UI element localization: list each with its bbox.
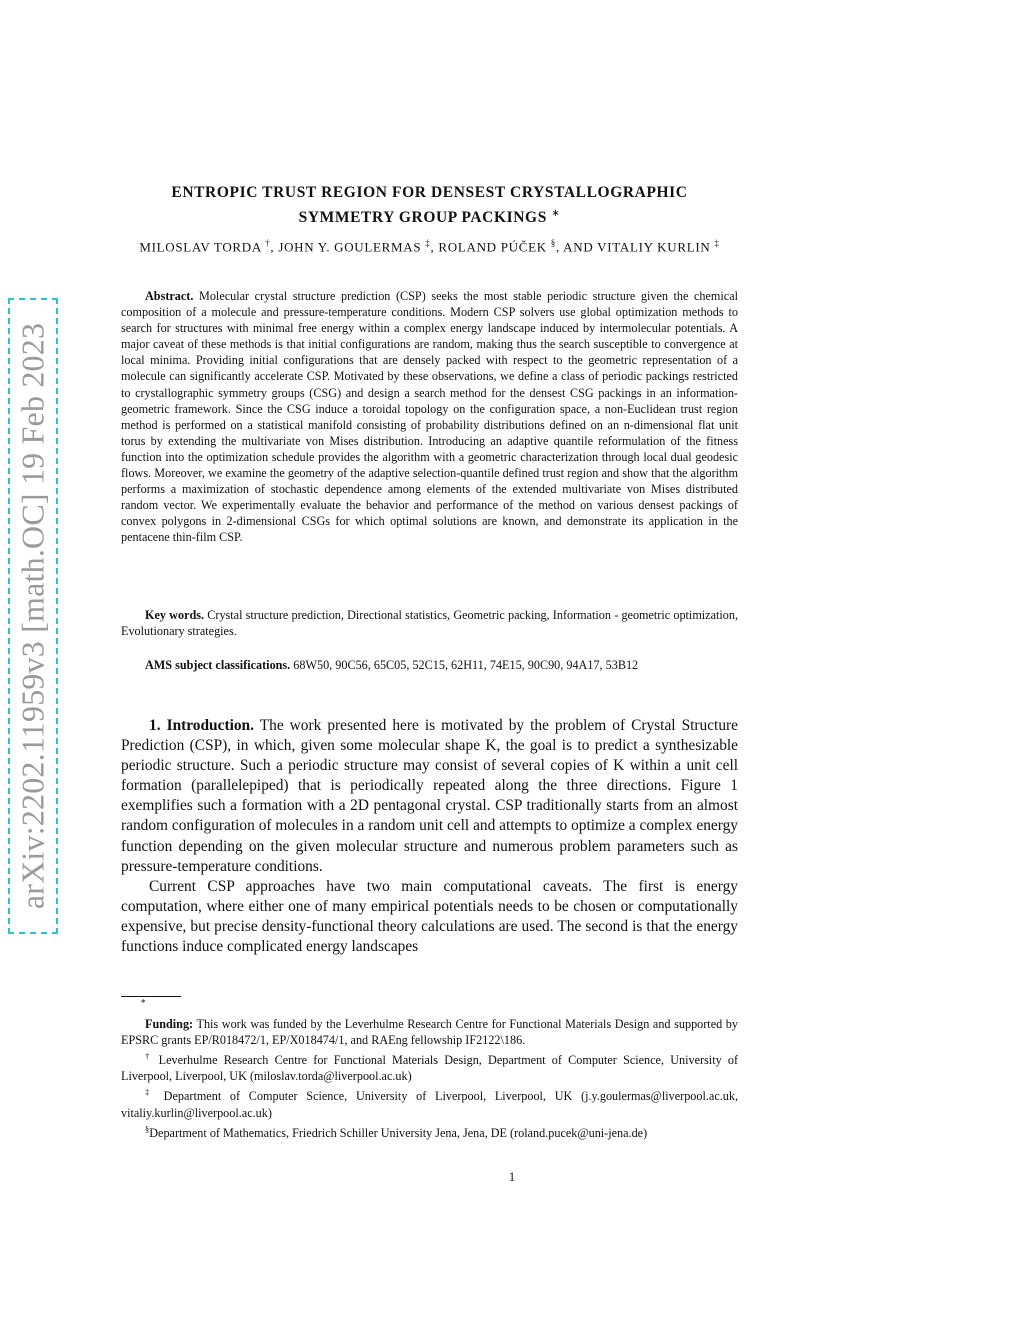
author-conjunction: AND [563, 239, 594, 255]
funding-text: This work was funded by the Leverhulme Research Centre for Functional Materials Design and supported by EPSRC grants EP/R018472/1, EP/X018474/1, and RAEng fellowship IF2122\186. [121, 1017, 738, 1048]
author-name: JOHN Y. GOULERMAS [278, 239, 422, 255]
keywords-label: Key words. [145, 608, 205, 622]
abstract-label: Abstract. [145, 289, 194, 303]
author-name: VITALIY KURLIN [597, 239, 711, 255]
keywords [121, 607, 738, 639]
author-affiliation-mark: ‡ [425, 238, 431, 248]
funding-label: Funding: [145, 1017, 194, 1031]
paper-title-text: ENTROPIC TRUST REGION FOR DENSEST CRYSTALLOGRAPHIC SYMMETRY GROUP PACKINGS [171, 184, 688, 227]
footnote-affiliation [121, 1048, 738, 1084]
author-affiliation-mark: ‡ [714, 238, 720, 248]
author-name: MILOSLAV TORDA [139, 239, 262, 255]
footnote-funding [121, 1016, 738, 1048]
introduction-paragraph [121, 877, 738, 957]
keywords-text: Crystal structure prediction, Directional statistics, Geometric packing, Information - geometric optimization, Evolutionary strategies. [121, 608, 739, 639]
paragraph-text: The work presented here is motivated by the problem of Crystal Structure Prediction (CSP), in which, given some molecular shape K, the goal is to predict a synthesizable periodic structure. Such a periodic structure may consist of several copies of K within a unit cell formation (parallelepiped) that is periodically repeated along the three directions. Figure 1 exemplifies such a formation with a 2D pentagonal crystal. CSP traditionally starts from an almost random configuration of molecules in a random unit cell and attempts to optimize a complex energy function depending on the given molecular structure and numerous problem parameters such as pressure-temperature conditions. [121, 717, 738, 875]
footnote-star-mark: ∗ [140, 997, 147, 1007]
abstract-text: Molecular crystal structure prediction (CSP) seeks the most stable periodic structure given the chemical composition of a molecule and pressure-temperature conditions. Modern CSP solvers use global optimization methods to search for structures with minimal free energy within a complex energy landscape induced by intermolecular potentials. A major caveat of these methods is that initial configurations are random, making thus the search susceptible to convergence at local minima. Providing initial configurations that are densely packed with respect to the geometric representation of a molecule can significantly accelerate CSP. Motivated by these observations, we define a class of periodic packings restricted to crystallographic symmetry groups (CSG) and design a search method for the densest CSG packings in an information-geometric framework. Since the CSG induce a toroidal topology on the configuration space, a non-Euclidean trust region method is performed on a statistical manifold consisting of probability distributions defined on an n-dimensional flat unit torus by extending the multivariate von Mises distribution. Introducing an adaptive quantile reformulation of the fitness function into the optimization schedule provides the algorithm with a geometric characterization through local dual geodesic flows. Moreover, we examine the geometry of the adaptive selection-quantile defined trust region and show that the algorithm performs a maximization of stochastic dependence among elements of the extended multivariate von Mises distributed random vector. We experimentally evaluate the behavior and performance of the method on various densest packings of convex polygons in 2-dimensional CSGs for which optimal solutions are known, and demonstrate its application in the pentacene thin-film CSP. [121, 289, 739, 545]
title-footnote-mark: ∗ [551, 208, 561, 219]
section-number: 1. [149, 717, 161, 734]
footnote-mark: § [145, 1123, 150, 1134]
footnote-text: Department of Mathematics, Friedrich Schiller University Jena, Jena, DE (roland.pucek@uni-jena.de) [149, 1125, 648, 1140]
footnote-affiliation [121, 1121, 738, 1141]
paper-title [121, 182, 738, 228]
abstract [121, 288, 738, 546]
footnote-text: Leverhulme Research Centre for Functional Materials Design, Department of Computer Science, University of Liverpool, Liverpool, UK (miloslav.torda@liverpool.ac.uk) [121, 1053, 739, 1084]
page-number: 1 [508, 1170, 516, 1184]
ams-text: 68W50, 90C56, 65C05, 52C15, 62H11, 74E15, 90C90, 94A17, 53B12 [293, 658, 639, 672]
arxiv-stamp [8, 298, 58, 934]
introduction-section [121, 716, 738, 957]
arxiv-identifier: arXiv:2202.11959v3 [math.OC] 19 Feb 2023 [14, 322, 51, 910]
ams-classifications [121, 657, 738, 673]
footnote-mark: ‡ [145, 1087, 155, 1098]
author-affiliation-mark: † [265, 238, 271, 248]
author-list: MILOSLAV TORDA †, JOHN Y. GOULERMAS ‡, ROLAND PÚČEK §, AND VITALIY KURLIN ‡ [139, 238, 720, 255]
introduction-paragraph [121, 716, 738, 877]
author-name: ROLAND PÚČEK [438, 239, 547, 255]
footnote-affiliation [121, 1084, 738, 1120]
footnotes [121, 1016, 738, 1141]
footnote-mark: † [145, 1051, 153, 1062]
footnote-text: Department of Computer Science, University of Liverpool, Liverpool, UK (j.y.goulermas@liverpool.ac.uk, vitaliy.kurlin@liverpool.ac.uk) [121, 1089, 739, 1120]
author-affiliation-mark: § [550, 238, 556, 248]
ams-label: AMS subject classifications. [145, 658, 291, 672]
section-heading: Introduction. [166, 717, 254, 734]
footnote-rule [121, 996, 181, 997]
paragraph-text: Current CSP approaches have two main computational caveats. The first is energy computation, where either one of many empirical potentials needs to be chosen or computationally expensive, but precise density-functional theory calculations are used. The second is that the energy functions induce complicated energy landscapes [121, 877, 738, 956]
